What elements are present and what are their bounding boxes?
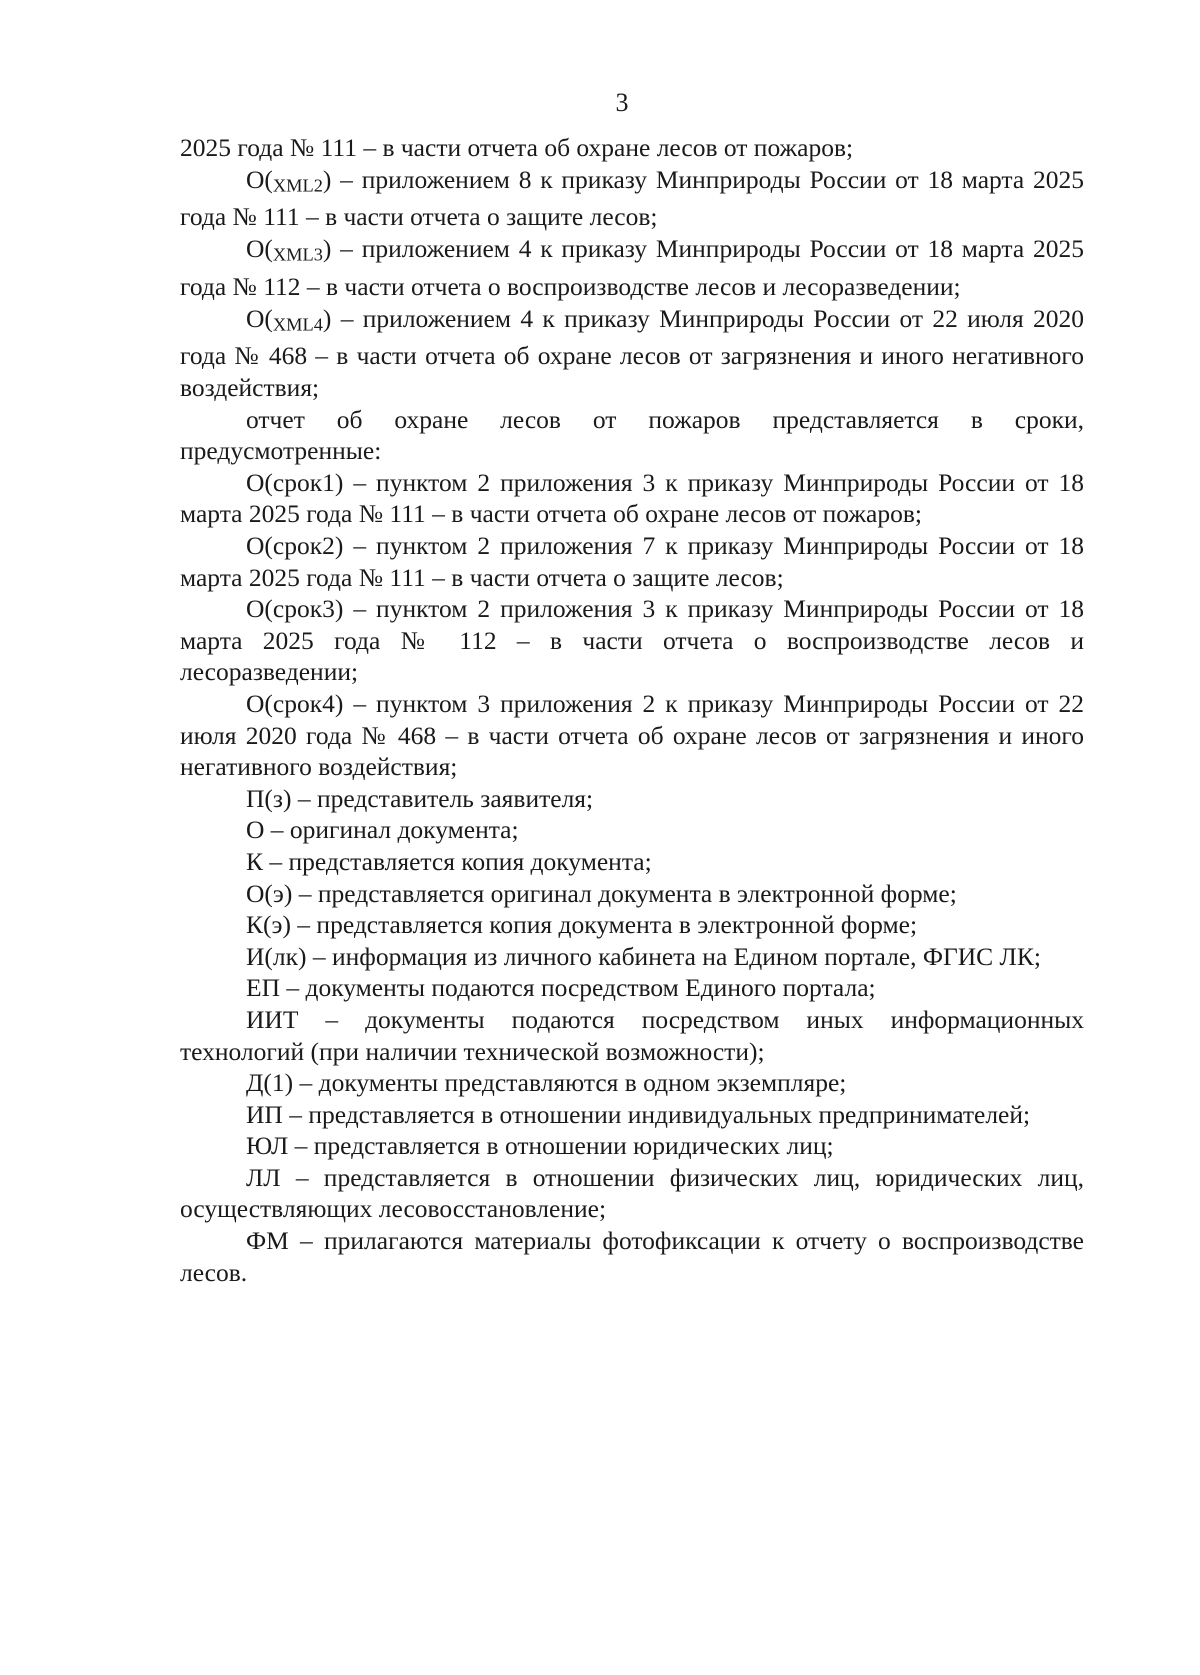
paragraph-copy-electronic: К(э) – представляется копия документа в электронной форме;: [246, 910, 918, 940]
paragraph-reforestation: ЛЛ – представляется в отношении физических лиц, юридических лиц, осуществляющих лесовосстановление;: [180, 1162, 1084, 1224]
paragraph-srok2: О(срок2) – пунктом 2 приложения 7 к приказу Минприроды России от 18 марта 2025 года № 111 – в части отчета о защите лесов;: [180, 531, 1084, 592]
paragraph-srok3: О(срок3) – пунктом 2 приложения 3 к приказу Минприроды России от 18 марта 2025 года № 112 – в части отчета о воспроизводстве лесов и лесоразведении;: [180, 594, 1084, 687]
xml3-subscript: XML3: [272, 244, 323, 265]
xml4-subscript: XML4: [272, 313, 323, 334]
paragraph-original: О – оригинал документа;: [246, 815, 519, 845]
paragraph-legal-entities: ЮЛ – представляется в отношении юридических лиц;: [246, 1131, 834, 1161]
xml2-prefix: О(: [246, 164, 273, 194]
xml4-prefix: О(: [246, 303, 273, 333]
paragraph-continuation: 2025 года № 111 – в части отчета об охране лесов от пожаров;: [180, 133, 854, 162]
xml2-subscript: XML2: [272, 174, 323, 195]
paragraph-fire-report-deadlines: отчет об охране лесов от пожаров представляется в сроки, предусмотренные:: [180, 404, 1084, 466]
xml3-text: ) – приложением 4 к приказу Минприроды России от 18 марта 2025 года № 112 – в части отчета о воспроизводстве лесов и лесоразведении;: [180, 234, 1084, 301]
paragraph-srok4: О(срок4) – пунктом 3 приложения 2 к приказу Минприроды России от 22 июля 2020 года № 468 – в части отчета об охране лесов от загрязнения и иного негативного воздействия;: [180, 688, 1084, 782]
paragraph-personal-account: И(лк) – информация из личного кабинета на Едином портале, ФГИС ЛК;: [246, 941, 1041, 971]
paragraph-original-electronic: О(э) – представляется оригинал документа в электронной форме;: [246, 878, 957, 908]
paragraph-xml3: [180, 233, 1084, 302]
page-number: 3: [615, 88, 629, 117]
xml4-text: ) – приложением 4 к приказу Минприроды России от 22 июля 2020 года № 468 – в части отчета об охране лесов от загрязнения и иного негативного воздействия;: [180, 303, 1084, 403]
xml2-text: ) – приложением 8 к приказу Минприроды России от 18 марта 2025 года № 111 – в части отчета о защите лесов;: [180, 164, 1084, 232]
paragraph-entrepreneurs: ИП – представляется в отношении индивидуальных предпринимателей;: [246, 1099, 1031, 1129]
document-body: [180, 132, 1084, 1288]
paragraph-xml2: [180, 164, 1084, 233]
paragraph-other-it: ИИТ – документы подаются посредством иных информационных технологий (при наличии технической возможности);: [180, 1004, 1084, 1066]
paragraph-xml4: [180, 303, 1084, 404]
xml3-prefix: О(: [246, 234, 273, 264]
paragraph-photo-materials: ФМ – прилагаются материалы фотофиксации к отчету о воспроизводстве лесов.: [180, 1226, 1084, 1287]
paragraph-one-copy: Д(1) – документы представляются в одном экземпляре;: [246, 1068, 847, 1098]
paragraph-representative: П(з) – представитель заявителя;: [246, 783, 594, 813]
paragraph-srok1: О(срок1) – пунктом 2 приложения 3 к приказу Минприроды России от 18 марта 2025 года № 111 – в части отчета об охране лесов от пожаров;: [180, 467, 1084, 529]
paragraph-unified-portal: ЕП – документы подаются посредством Единого портала;: [246, 973, 876, 1003]
paragraph-copy: К – представляется копия документа;: [246, 846, 652, 876]
